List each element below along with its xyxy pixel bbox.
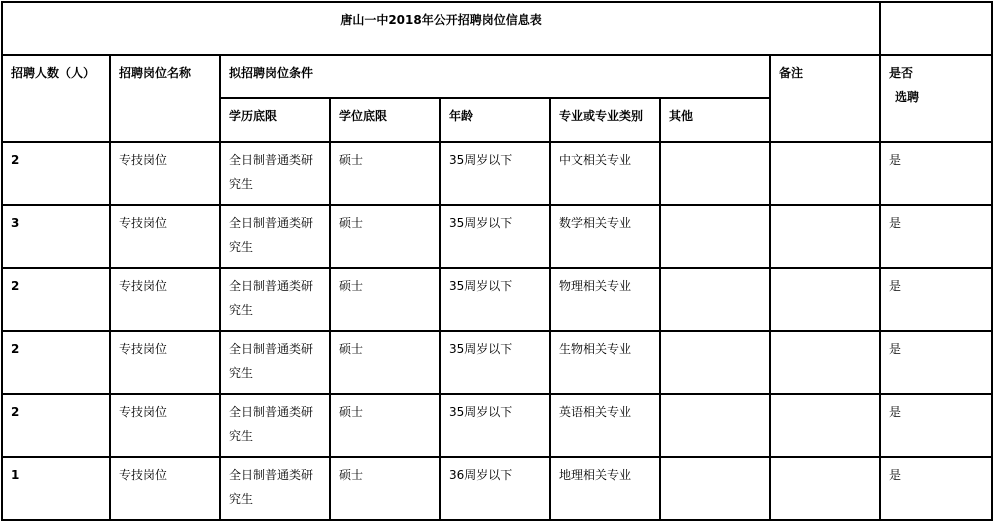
cell-count: 2 [2,331,110,394]
header-conditions: 拟招聘岗位条件 [220,55,770,98]
cell-count: 2 [2,394,110,457]
cell-degree: 硕士 [330,394,440,457]
header-optional [880,55,992,142]
cell-major: 中文相关专业 [550,142,660,205]
cell-education: 全日制普通类研究生 [220,394,330,457]
header-age: 年龄 [440,98,550,142]
cell-age: 35周岁以下 [440,394,550,457]
cell-degree: 硕士 [330,142,440,205]
cell-education: 全日制普通类研究生 [220,457,330,520]
cell-age: 35周岁以下 [440,331,550,394]
cell-degree: 硕士 [330,268,440,331]
cell-position: 专技岗位 [110,331,220,394]
cell-optional: 是 [880,331,992,394]
cell-remark [770,331,880,394]
cell-major: 物理相关专业 [550,268,660,331]
header-major: 专业或专业类别 [550,98,660,142]
header-optional-line1: 是否 [889,66,914,80]
table-row [2,394,992,457]
cell-optional: 是 [880,394,992,457]
table-row [2,268,992,331]
cell-other [660,142,770,205]
table-row [2,142,992,205]
cell-position: 专技岗位 [110,205,220,268]
cell-other [660,268,770,331]
cell-optional: 是 [880,142,992,205]
cell-major: 地理相关专业 [550,457,660,520]
header-degree: 学位底限 [330,98,440,142]
cell-other [660,394,770,457]
cell-optional: 是 [880,457,992,520]
header-optional-line2: 选聘 [895,90,920,104]
cell-other [660,331,770,394]
cell-degree: 硕士 [330,205,440,268]
cell-remark [770,205,880,268]
cell-optional: 是 [880,205,992,268]
cell-remark [770,268,880,331]
cell-remark [770,142,880,205]
table-row [2,205,992,268]
header-other: 其他 [660,98,770,142]
cell-count: 1 [2,457,110,520]
cell-degree: 硕士 [330,457,440,520]
cell-major: 生物相关专业 [550,331,660,394]
cell-count: 2 [2,268,110,331]
cell-education: 全日制普通类研究生 [220,268,330,331]
cell-other [660,457,770,520]
cell-remark [770,457,880,520]
cell-other [660,205,770,268]
cell-position: 专技岗位 [110,142,220,205]
header-position: 招聘岗位名称 [110,55,220,142]
table-row [2,331,992,394]
header-count: 招聘人数（人） [2,55,110,142]
cell-education: 全日制普通类研究生 [220,205,330,268]
header-education: 学历底限 [220,98,330,142]
cell-education: 全日制普通类研究生 [220,331,330,394]
table-title: 唐山一中2018年公开招聘岗位信息表 [2,2,880,55]
cell-major: 数学相关专业 [550,205,660,268]
title-blank-cell [880,2,992,55]
recruitment-table [1,1,993,521]
header-remark: 备注 [770,55,880,142]
cell-major: 英语相关专业 [550,394,660,457]
table-row [2,457,992,520]
cell-remark [770,394,880,457]
cell-count: 3 [2,205,110,268]
cell-count: 2 [2,142,110,205]
cell-education: 全日制普通类研究生 [220,142,330,205]
cell-age: 35周岁以下 [440,205,550,268]
cell-degree: 硕士 [330,331,440,394]
cell-position: 专技岗位 [110,394,220,457]
cell-optional: 是 [880,268,992,331]
cell-position: 专技岗位 [110,268,220,331]
cell-age: 36周岁以下 [440,457,550,520]
cell-position: 专技岗位 [110,457,220,520]
cell-age: 35周岁以下 [440,142,550,205]
cell-age: 35周岁以下 [440,268,550,331]
